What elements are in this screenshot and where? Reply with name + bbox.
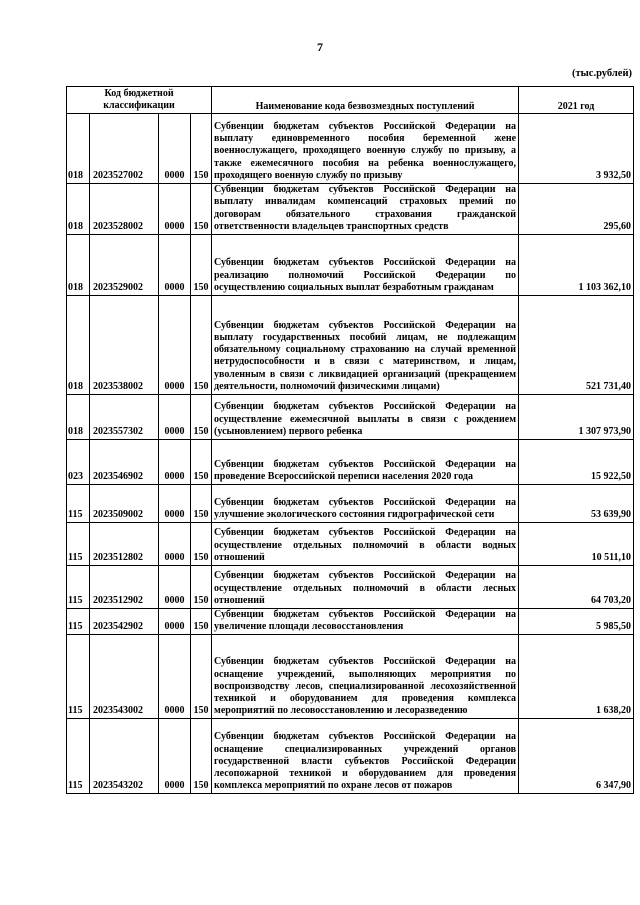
table-row — [67, 609, 634, 635]
kosgu-code-cell: 150 — [191, 184, 212, 235]
table-row — [67, 296, 634, 395]
table-row — [67, 523, 634, 566]
revenue-code-cell: 2023512802 — [90, 523, 159, 566]
revenue-code-cell: 2023527002 — [90, 114, 159, 184]
revenue-code-cell: 2023546902 — [90, 440, 159, 485]
kosgu-code-cell: 150 — [191, 719, 212, 794]
revenue-code-cell: 2023528002 — [90, 184, 159, 235]
revenue-code-cell: 2023543202 — [90, 719, 159, 794]
program-code-cell: 0000 — [159, 609, 191, 635]
revenue-code-cell: 2023529002 — [90, 235, 159, 296]
revenue-name-cell: Субвенции бюджетам субъектов Российской Федерации на оснащение специализированных учреждений органов государственной власти субъектов Российской Федерации лесопожарной техникой и оборудованием для проведения комплекса мероприятий по охране лесов от пожаров — [212, 719, 519, 794]
revenue-code-cell: 2023538002 — [90, 296, 159, 395]
revenue-name-cell: Субвенции бюджетам субъектов Российской Федерации на проведение Всероссийской переписи населения 2020 года — [212, 440, 519, 485]
program-code-cell: 0000 — [159, 114, 191, 184]
admin-code-cell: 115 — [67, 566, 90, 609]
revenue-name-cell: Субвенции бюджетам субъектов Российской Федерации на выплату единовременного пособия беременной жене военнослужащего, проходящего военную службу по призыву, а также ежемесячного пособия на ребенка военнослужащего, проходящего военную службу по призыву — [212, 114, 519, 184]
revenue-name-cell: Субвенции бюджетам субъектов Российской Федерации на увеличение площади лесовосстановления — [212, 609, 519, 635]
table-header-row — [67, 87, 634, 114]
table-row — [67, 184, 634, 235]
program-code-cell: 0000 — [159, 184, 191, 235]
revenue-code-cell: 2023512902 — [90, 566, 159, 609]
admin-code-cell: 115 — [67, 635, 90, 719]
kosgu-code-cell: 150 — [191, 485, 212, 523]
amount-cell: 15 922,50 — [519, 440, 634, 485]
program-code-cell: 0000 — [159, 296, 191, 395]
revenue-code-cell: 2023542902 — [90, 609, 159, 635]
admin-code-cell: 115 — [67, 609, 90, 635]
name-column-header: Наименование кода безвозмездных поступлений — [212, 87, 519, 114]
program-code-cell: 0000 — [159, 395, 191, 440]
revenue-name-cell: Субвенции бюджетам субъектов Российской Федерации на осуществление отдельных полномочий в области водных отношений — [212, 523, 519, 566]
amount-cell: 5 985,50 — [519, 609, 634, 635]
page-number: 7 — [317, 40, 323, 54]
amount-cell: 64 703,20 — [519, 566, 634, 609]
amount-cell: 6 347,90 — [519, 719, 634, 794]
amount-cell: 53 639,90 — [519, 485, 634, 523]
admin-code-cell: 023 — [67, 440, 90, 485]
revenue-name-cell: Субвенции бюджетам субъектов Российской Федерации на осуществление отдельных полномочий в области лесных отношений — [212, 566, 519, 609]
program-code-cell: 0000 — [159, 719, 191, 794]
revenue-name-cell: Субвенции бюджетам субъектов Российской Федерации на осуществление ежемесячной выплаты в связи с рождением (усыновлением) первого ребенка — [212, 395, 519, 440]
program-code-cell: 0000 — [159, 440, 191, 485]
program-code-cell: 0000 — [159, 635, 191, 719]
revenue-name-cell: Субвенции бюджетам субъектов Российской Федерации на реализацию полномочий Российской Федерации по осуществлению социальных выплат безработным гражданам — [212, 235, 519, 296]
kosgu-code-cell: 150 — [191, 395, 212, 440]
table-row — [67, 635, 634, 719]
kosgu-code-cell: 150 — [191, 635, 212, 719]
admin-code-cell: 018 — [67, 114, 90, 184]
code-column-header: Код бюджетной классификации — [67, 87, 212, 114]
kosgu-code-cell: 150 — [191, 235, 212, 296]
revenue-code-cell: 2023557302 — [90, 395, 159, 440]
amount-cell: 1 307 973,90 — [519, 395, 634, 440]
revenue-code-cell: 2023509002 — [90, 485, 159, 523]
amount-cell: 3 932,50 — [519, 114, 634, 184]
admin-code-cell: 115 — [67, 485, 90, 523]
revenue-name-cell: Субвенции бюджетам субъектов Российской Федерации на оснащение учреждений, выполняющих мероприятия по воспроизводству лесов, специализированной лесохозяйственной техникой и оборудованием для проведения комплекса мероприятий по лесовосстановлению и лесоразведению — [212, 635, 519, 719]
admin-code-cell: 115 — [67, 523, 90, 566]
amount-cell: 1 103 362,10 — [519, 235, 634, 296]
table-row — [67, 485, 634, 523]
revenue-code-cell: 2023543002 — [90, 635, 159, 719]
table-row — [67, 566, 634, 609]
program-code-cell: 0000 — [159, 485, 191, 523]
table-row — [67, 440, 634, 485]
revenue-name-cell: Субвенции бюджетам субъектов Российской Федерации на выплату инвалидам компенсаций страховых премий по договорам обязательного страхования гражданской ответственности владельцев транспортных средств — [212, 184, 519, 235]
admin-code-cell: 115 — [67, 719, 90, 794]
program-code-cell: 0000 — [159, 235, 191, 296]
amount-cell: 521 731,40 — [519, 296, 634, 395]
amount-cell: 1 638,20 — [519, 635, 634, 719]
table-row — [67, 114, 634, 184]
units-label: (тыс.рублей) — [571, 68, 632, 79]
admin-code-cell: 018 — [67, 395, 90, 440]
admin-code-cell: 018 — [67, 235, 90, 296]
program-code-cell: 0000 — [159, 566, 191, 609]
revenue-name-cell: Субвенции бюджетам субъектов Российской Федерации на улучшение экологического состояния гидрографической сети — [212, 485, 519, 523]
kosgu-code-cell: 150 — [191, 296, 212, 395]
revenue-name-cell: Субвенции бюджетам субъектов Российской Федерации на выплату государственных пособий лицам, не подлежащим обязательному социальному страхованию на случай временной нетрудоспособности и в связи с материнством, и лицам, уволенным в связи с ликвидацией организаций (прекращением деятельности, полномочий физическими лицами) — [212, 296, 519, 395]
kosgu-code-cell: 150 — [191, 440, 212, 485]
kosgu-code-cell: 150 — [191, 114, 212, 184]
admin-code-cell: 018 — [67, 296, 90, 395]
amount-cell: 295,60 — [519, 184, 634, 235]
table-body — [67, 114, 634, 794]
table-row — [67, 235, 634, 296]
kosgu-code-cell: 150 — [191, 566, 212, 609]
kosgu-code-cell: 150 — [191, 609, 212, 635]
admin-code-cell: 018 — [67, 184, 90, 235]
budget-table — [66, 86, 634, 794]
program-code-cell: 0000 — [159, 523, 191, 566]
amount-cell: 10 511,10 — [519, 523, 634, 566]
table-row — [67, 719, 634, 794]
table-row — [67, 395, 634, 440]
year-column-header: 2021 год — [519, 87, 634, 114]
kosgu-code-cell: 150 — [191, 523, 212, 566]
